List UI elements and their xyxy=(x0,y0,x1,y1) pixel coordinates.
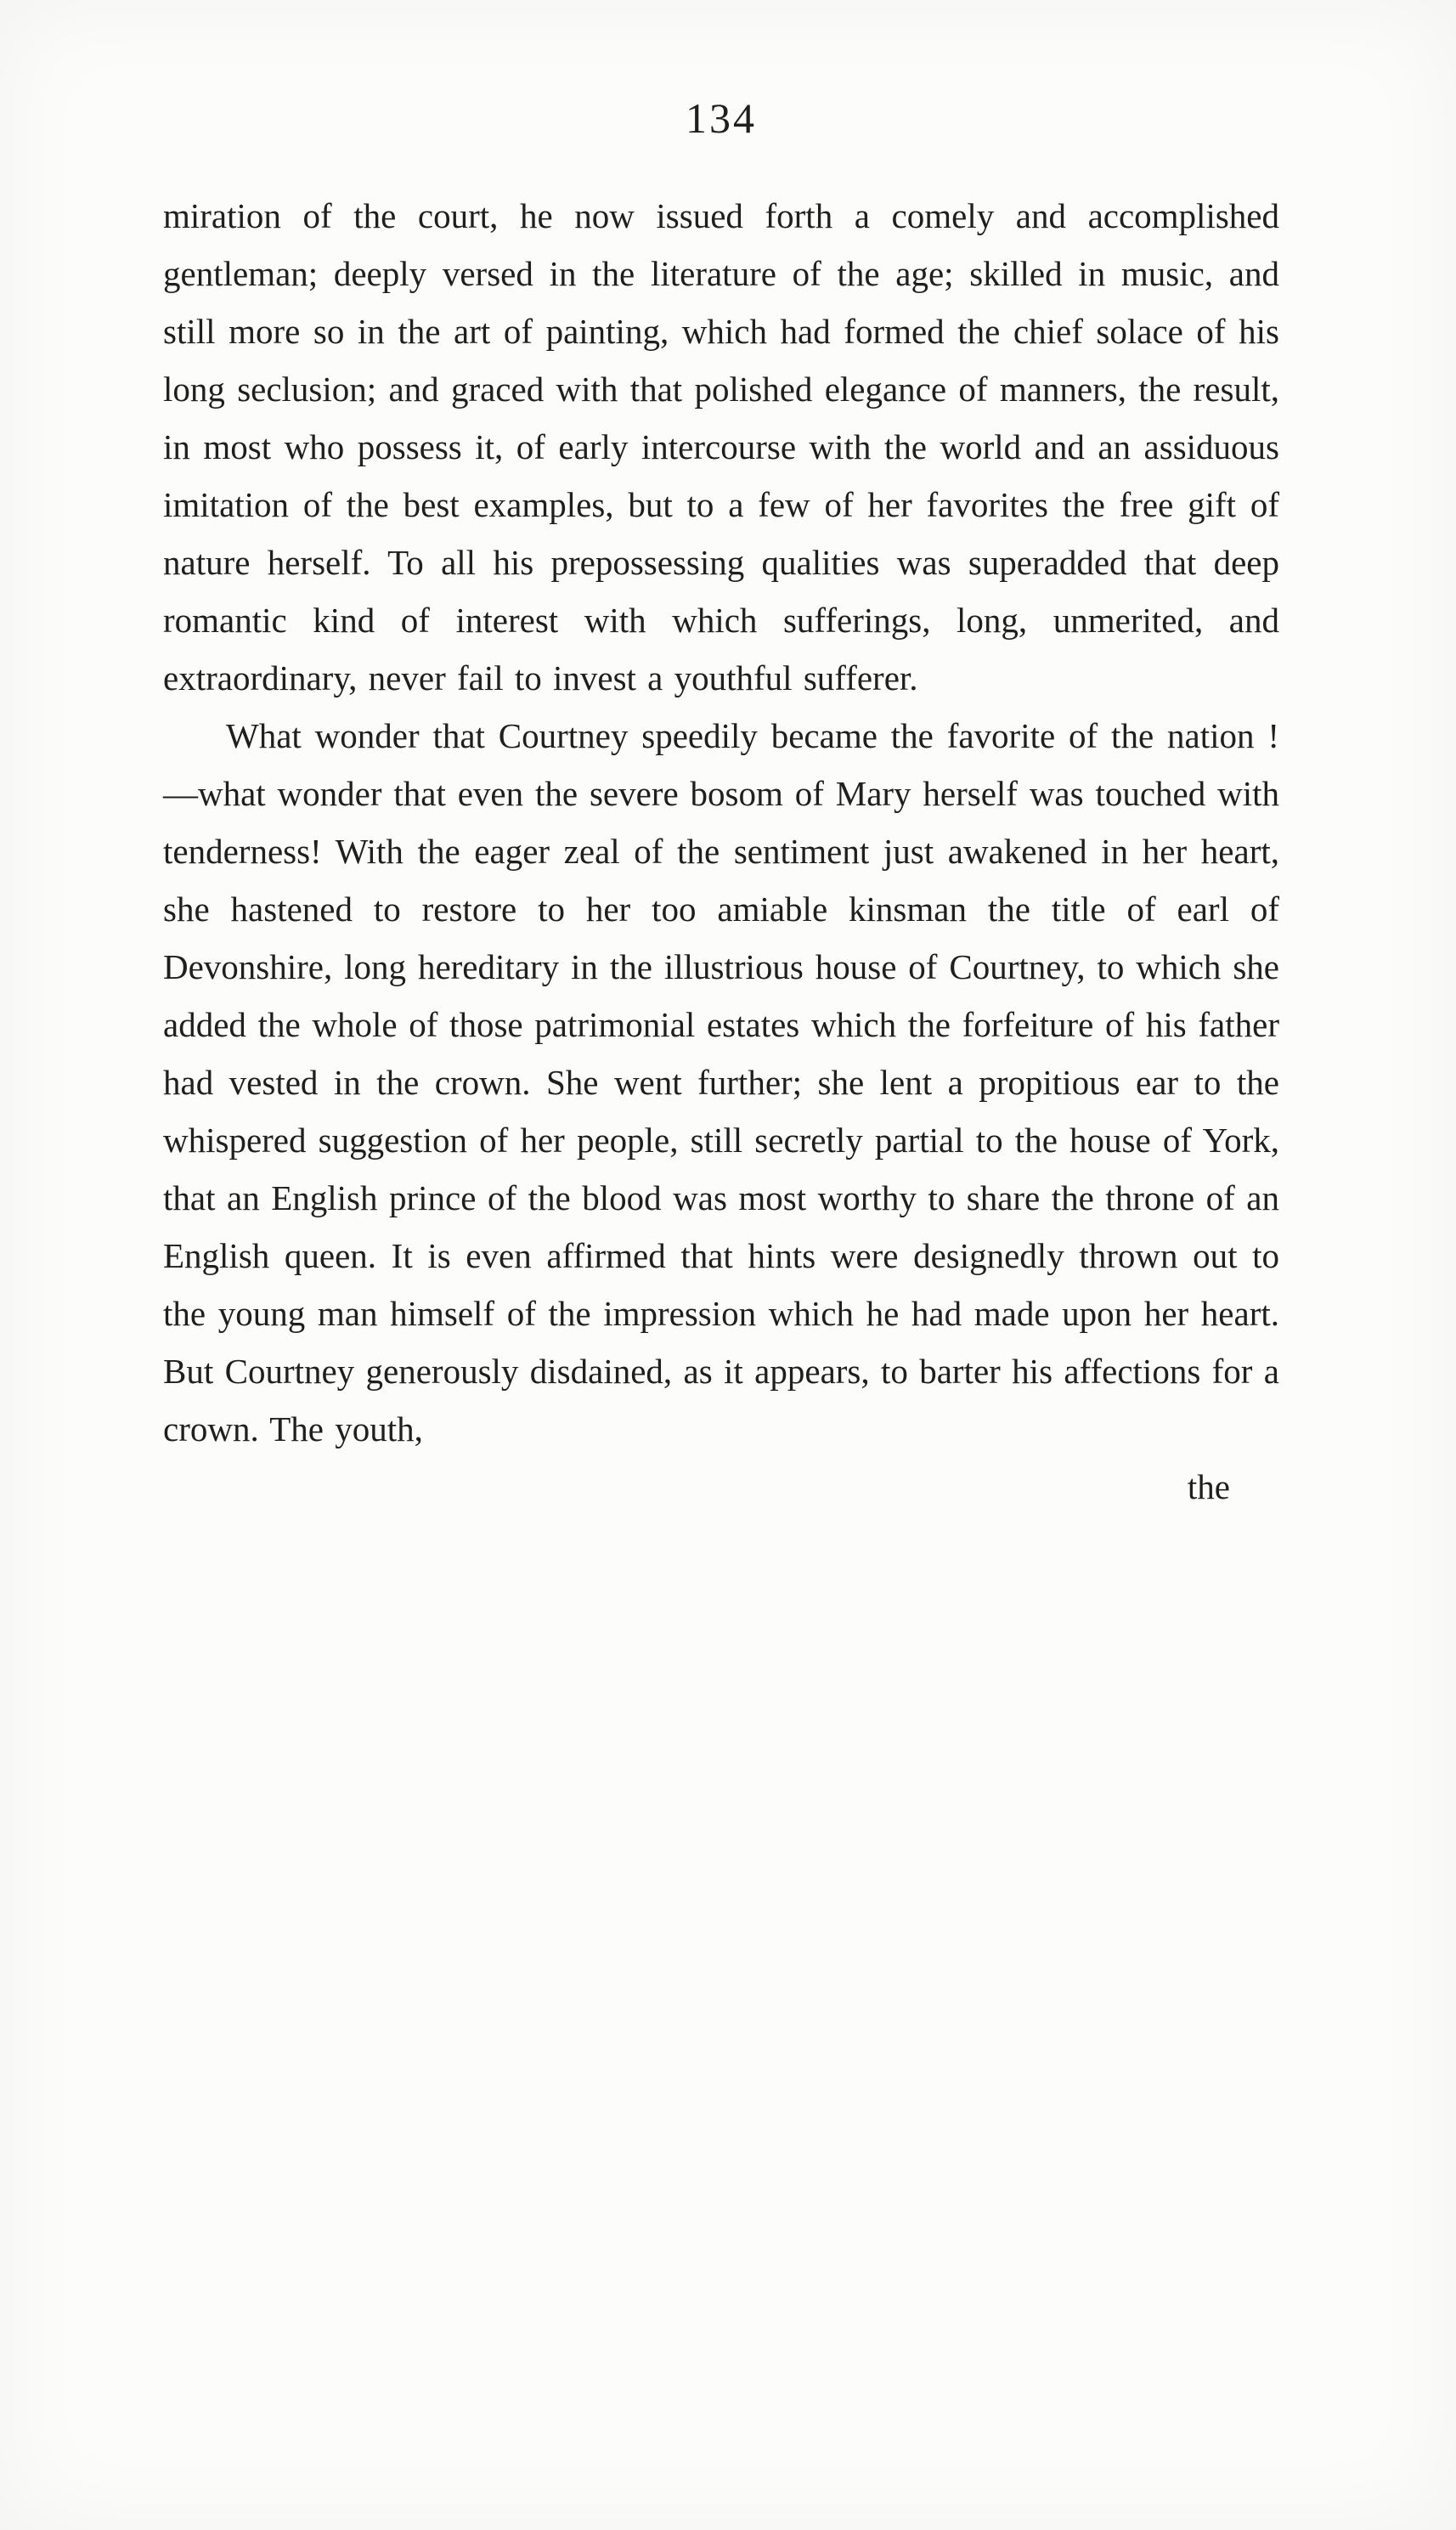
catchword: the xyxy=(1187,1467,1230,1506)
page-body xyxy=(163,187,1279,1458)
paragraph: What wonder that Courtney speedily became the favorite of the nation !—what wonder that even the severe bosom of Mary herself was touched with tenderness! With the eager zeal of the sentiment just awakened in her heart, she hastened to restore to her too amiable kinsman the title of earl of Devonshire, long hereditary in the illustrious house of Courtney, to which she added the whole of those patrimonial estates which the forfeiture of his father had vested in the crown. She went further; she lent a propitious ear to the whispered suggestion of her people, still secretly partial to the house of York, that an English prince of the blood was most worthy to share the throne of an English queen. It is even affirmed that hints were designedly thrown out to the young man himself of the impression which he had made upon her heart. But Courtney generously disdained, as it appears, to barter his affections for a crown. The youth, xyxy=(163,716,1279,1449)
paragraph: miration of the court, he now issued forth a comely and accomplished gentleman; deeply versed in the literature of the age; skilled in music, and still more so in the art of painting, which had formed the chief solace of his long seclusion; and graced with that polished elegance of manners, the result, in most who possess it, of early intercourse with the world and an assiduous imitation of the best examples, but to a few of her favorites the free gift of nature herself. To all his prepossessing qualities was superadded that deep romantic kind of interest with which sufferings, long, unmerited, and extraordinary, never fail to invest a youthful sufferer. xyxy=(163,196,1279,697)
page-number: 134 xyxy=(686,94,757,142)
